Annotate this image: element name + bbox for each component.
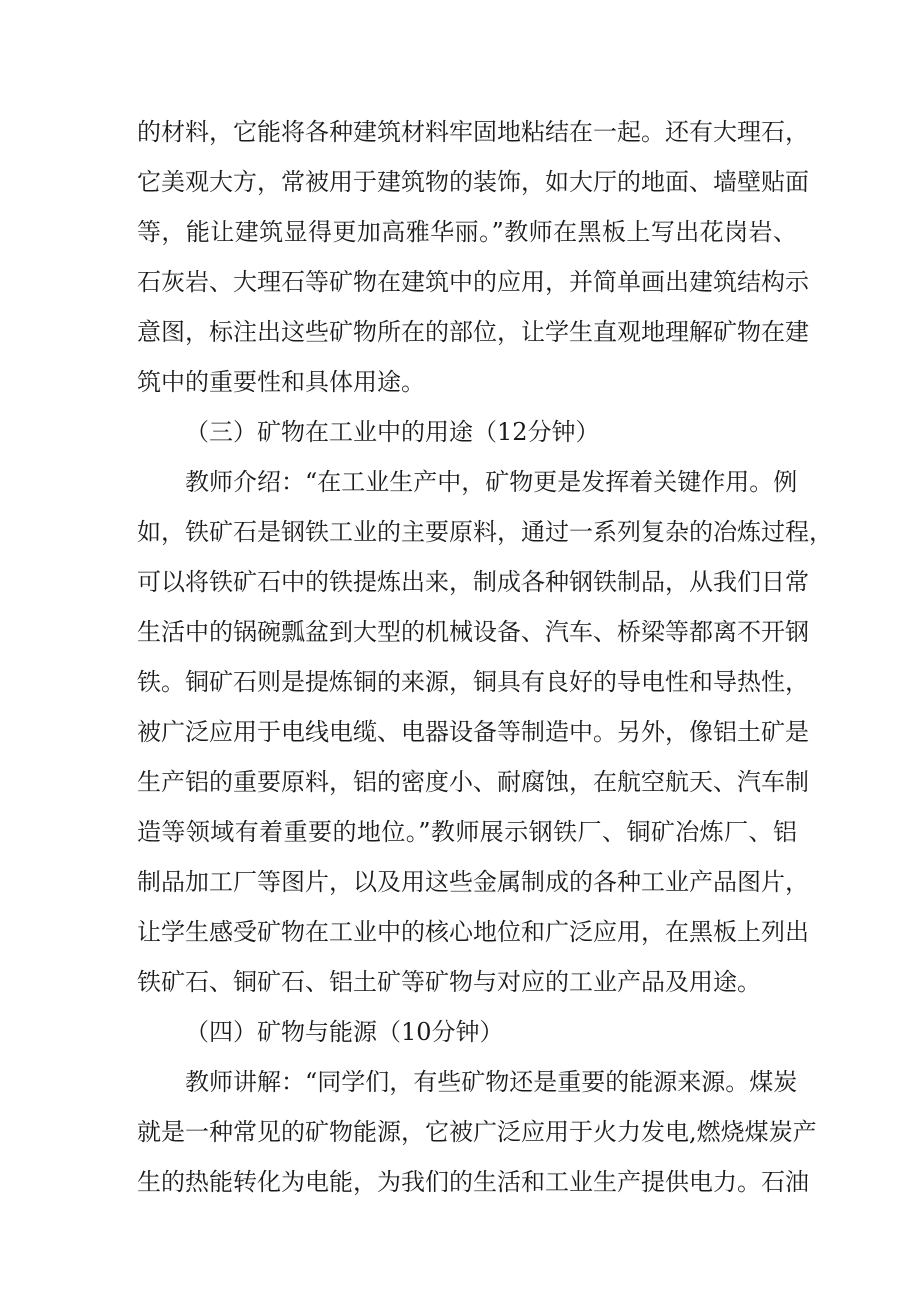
text-line: 被广泛应用于电线电缆、电器设备等制造中。另外，像铝土矿是 bbox=[137, 718, 809, 746]
text-line: 造等领域有着重要的地位。”教师展示钢铁厂、铜矿冶炼厂、铝 bbox=[137, 818, 797, 846]
text-line: 意图，标注出这些矿物所在的部位，让学生直观地理解矿物在建 bbox=[137, 318, 809, 346]
text-line: 筑中的重要性和具体用途。 bbox=[137, 368, 425, 396]
text-line: 的材料，它能将各种建筑材料牢固地粘结在一起。还有大理石， bbox=[137, 118, 809, 146]
section-heading: （四）矿物与能源（10分钟） bbox=[185, 1018, 504, 1046]
text-line: 生的热能转化为电能，为我们的生活和工业生产提供电力。石油 bbox=[137, 1168, 809, 1196]
text-line: 让学生感受矿物在工业中的核心地位和广泛应用，在黑板上列出 bbox=[137, 918, 809, 946]
section-heading: （三）矿物在工业中的用途（12分钟） bbox=[185, 418, 600, 446]
text-line: 石灰岩、大理石等矿物在建筑中的应用，并简单画出建筑结构示 bbox=[137, 268, 809, 296]
paragraph-first-line: 教师讲解：“同学们，有些矿物还是重要的能源来源。煤炭 bbox=[185, 1068, 798, 1096]
text-line: 制品加工厂等图片，以及用这些金属制成的各种工业产品图片， bbox=[137, 868, 809, 896]
text-line: 它美观大方，常被用于建筑物的装饰，如大厅的地面、墙壁贴面 bbox=[137, 168, 809, 196]
text-line: 就是一种常见的矿物能源，它被广泛应用于火力发电,燃烧煤炭产 bbox=[137, 1118, 817, 1146]
text-line: 生产铝的重要原料，铝的密度小、耐腐蚀，在航空航天、汽车制 bbox=[137, 768, 809, 796]
text-line: 铁。铜矿石则是提炼铜的来源，铜具有良好的导电性和导热性， bbox=[137, 668, 809, 696]
text-line: 生活中的锅碗瓢盆到大型的机械设备、汽车、桥梁等都离不开钢 bbox=[137, 618, 809, 646]
text-line: 铁矿石、铜矿石、铝土矿等矿物与对应的工业产品及用途。 bbox=[137, 968, 761, 996]
text-line: 等，能让建筑显得更加高雅华丽。”教师在黑板上写出花岗岩、 bbox=[137, 218, 797, 246]
text-line: 可以将铁矿石中的铁提炼出来，制成各种钢铁制品，从我们日常 bbox=[137, 568, 809, 596]
text-line: 如，铁矿石是钢铁工业的主要原料，通过一系列复杂的冶炼过程， bbox=[137, 518, 833, 546]
paragraph-first-line: 教师介绍：“在工业生产中，矿物更是发挥着关键作用。例 bbox=[185, 468, 798, 496]
